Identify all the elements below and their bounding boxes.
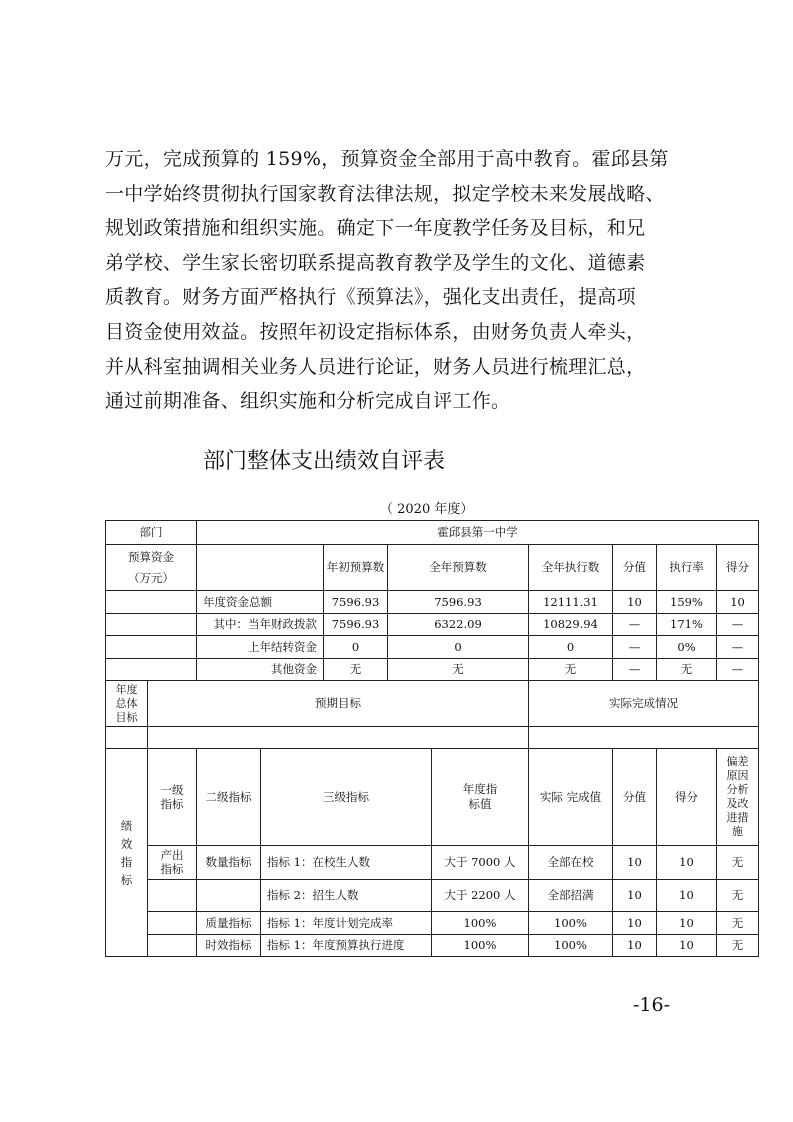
header-cell: 实际 完成值 bbox=[529, 749, 613, 846]
table-cell: 无 bbox=[657, 659, 717, 681]
body-line: 并从科室抽调相关业务人员进行论证，财务人员进行梳理汇总， bbox=[105, 355, 646, 378]
table-cell bbox=[148, 912, 197, 935]
table-cell: 6322.09 bbox=[388, 614, 529, 636]
goal-label: 年度总体目标 bbox=[115, 682, 138, 724]
header-cell: 得分 bbox=[657, 749, 717, 846]
table-cell: — bbox=[613, 636, 657, 659]
table-cell: — bbox=[717, 659, 759, 681]
cell-text: 一级指标 bbox=[160, 782, 184, 811]
table-cell: 7596.93 bbox=[324, 591, 388, 614]
goal-expected-value bbox=[148, 727, 529, 749]
table-cell: 时效指标 bbox=[197, 935, 261, 957]
header-cell bbox=[432, 749, 529, 846]
header-cell: 二级指标 bbox=[197, 749, 261, 846]
header-cell: 得分 bbox=[717, 545, 759, 591]
table-cell: 无 bbox=[717, 846, 759, 880]
table-cell: 无 bbox=[717, 935, 759, 957]
table-cell bbox=[148, 880, 197, 912]
goal-label-cell bbox=[106, 681, 148, 727]
table-cell: 指标 1：年度计划完成率 bbox=[261, 912, 432, 935]
goal-expected-header: 预期目标 bbox=[148, 681, 529, 727]
table-cell: 数量指标 bbox=[197, 846, 261, 880]
table-cell: 无 bbox=[717, 912, 759, 935]
table-cell: 100% bbox=[529, 935, 613, 957]
table-cell bbox=[106, 727, 148, 749]
dept-value: 霍邱县第一中学 bbox=[197, 521, 759, 545]
table-cell: 指标 1：在校生人数 bbox=[261, 846, 432, 880]
table-cell bbox=[106, 636, 197, 659]
table-cell: 10 bbox=[657, 880, 717, 912]
perf-label: 绩效指标 bbox=[120, 818, 133, 887]
table-cell bbox=[106, 614, 197, 636]
cell-text: 产出指标 bbox=[160, 848, 184, 876]
body-line: 一中学始终贯彻执行国家教育法律法规，拟定学校未来发展战略、 bbox=[105, 182, 665, 205]
table-row bbox=[106, 636, 759, 659]
table-cell: 7596.93 bbox=[324, 614, 388, 636]
cell-text: 偏差原因分析及改进措施 bbox=[726, 755, 749, 838]
goal-actual-value bbox=[529, 727, 759, 749]
table-cell: 其中：当年财政拨款 bbox=[197, 614, 324, 636]
header-cell: 分值 bbox=[613, 749, 657, 846]
perf-label-cell bbox=[106, 749, 148, 957]
table-cell: 无 bbox=[717, 880, 759, 912]
budget-label-unit: （万元） bbox=[128, 570, 174, 585]
cell-text: 年度指标值 bbox=[462, 782, 498, 811]
tables-container bbox=[105, 521, 758, 1017]
table-cell bbox=[148, 935, 197, 957]
table-cell: 0 bbox=[324, 636, 388, 659]
budget-label-line: 预算资金 bbox=[128, 549, 174, 564]
table-cell: 无 bbox=[388, 659, 529, 681]
header-cell bbox=[717, 749, 759, 846]
budget-table bbox=[105, 520, 759, 681]
table-cell: 0 bbox=[529, 636, 613, 659]
body-line: 通过前期准备、组织实施和分析完成自评工作。 bbox=[105, 390, 511, 413]
table-cell: — bbox=[613, 659, 657, 681]
table-cell bbox=[197, 545, 324, 591]
table-cell: 10829.94 bbox=[529, 614, 613, 636]
table-cell: 大于 2200 人 bbox=[432, 880, 529, 912]
table-cell: 100% bbox=[529, 912, 613, 935]
body-paragraph bbox=[105, 142, 745, 419]
table-cell bbox=[197, 880, 261, 912]
header-cell: 执行率 bbox=[657, 545, 717, 591]
table-cell: 质量指标 bbox=[197, 912, 261, 935]
table-cell: 100% bbox=[432, 912, 529, 935]
table-cell: — bbox=[717, 636, 759, 659]
table-cell: 无 bbox=[529, 659, 613, 681]
table-cell: — bbox=[613, 614, 657, 636]
table-cell: 171% bbox=[657, 614, 717, 636]
header-cell: 三级指标 bbox=[261, 749, 432, 846]
header-cell: 分值 bbox=[613, 545, 657, 591]
table-cell: 大于 7000 人 bbox=[432, 846, 529, 880]
table-cell: 10 bbox=[613, 880, 657, 912]
header-cell: 年初预算数 bbox=[324, 545, 388, 591]
table-cell: 12111.31 bbox=[529, 591, 613, 614]
header-cell: 全年预算数 bbox=[388, 545, 529, 591]
table-cell bbox=[106, 591, 197, 614]
table-cell: — bbox=[717, 614, 759, 636]
table-cell: 10 bbox=[613, 591, 657, 614]
table-cell: 10 bbox=[613, 912, 657, 935]
table-cell: 10 bbox=[613, 846, 657, 880]
body-line: 质教育。财务方面严格执行《预算法》，强化支出责任，提高项 bbox=[105, 286, 636, 309]
table-cell: 10 bbox=[657, 912, 717, 935]
table-cell: 0 bbox=[388, 636, 529, 659]
header-cell: 全年执行数 bbox=[529, 545, 613, 591]
dept-label: 部门 bbox=[106, 521, 197, 545]
table-row bbox=[106, 614, 759, 636]
year-label: （ 2020 年度） bbox=[380, 502, 474, 517]
table-cell: 0% bbox=[657, 636, 717, 659]
table-row bbox=[106, 591, 759, 614]
body-line: 万元，完成预算的 159%，预算资金全部用于高中教育。霍邱县第 bbox=[105, 148, 669, 170]
table-cell: 7596.93 bbox=[388, 591, 529, 614]
goal-actual-header: 实际完成情况 bbox=[529, 681, 759, 727]
table-cell: 10 bbox=[613, 935, 657, 957]
table-title: 部门整体支出绩效自评表 bbox=[203, 449, 446, 474]
table-cell: 全部招满 bbox=[529, 880, 613, 912]
table-cell: 全部在校 bbox=[529, 846, 613, 880]
body-line: 规划政策措施和组织实施。确定下一年度教学任务及目标，和兄 bbox=[105, 217, 646, 240]
body-line: 弟学校、学生家长密切联系提高教育教学及学生的文化、道德素 bbox=[105, 251, 646, 274]
table-cell bbox=[148, 846, 197, 880]
table-cell: 100% bbox=[432, 935, 529, 957]
table-cell: 年度资金总额 bbox=[197, 591, 324, 614]
body-line: 目资金使用效益。按照年初设定指标体系，由财务负责人牵头， bbox=[105, 320, 646, 343]
table-cell: 10 bbox=[717, 591, 759, 614]
table-row bbox=[106, 880, 759, 912]
table-cell: 159% bbox=[657, 591, 717, 614]
table-cell: 10 bbox=[657, 846, 717, 880]
table-cell: 指标 1：年度预算执行进度 bbox=[261, 935, 432, 957]
table-cell bbox=[106, 659, 197, 681]
performance-table bbox=[105, 748, 759, 957]
table-cell: 指标 2：招生人数 bbox=[261, 880, 432, 912]
table-row bbox=[106, 659, 759, 681]
table-row bbox=[106, 912, 759, 935]
goal-table bbox=[105, 680, 759, 749]
table-cell: 上年结转资金 bbox=[197, 636, 324, 659]
header-cell bbox=[148, 749, 197, 846]
table-cell: 无 bbox=[324, 659, 388, 681]
budget-label bbox=[106, 545, 197, 591]
table-cell: 10 bbox=[657, 935, 717, 957]
table-row bbox=[106, 846, 759, 880]
table-cell: 其他资金 bbox=[197, 659, 324, 681]
table-row bbox=[106, 935, 759, 957]
page-number: -16- bbox=[633, 994, 671, 1016]
